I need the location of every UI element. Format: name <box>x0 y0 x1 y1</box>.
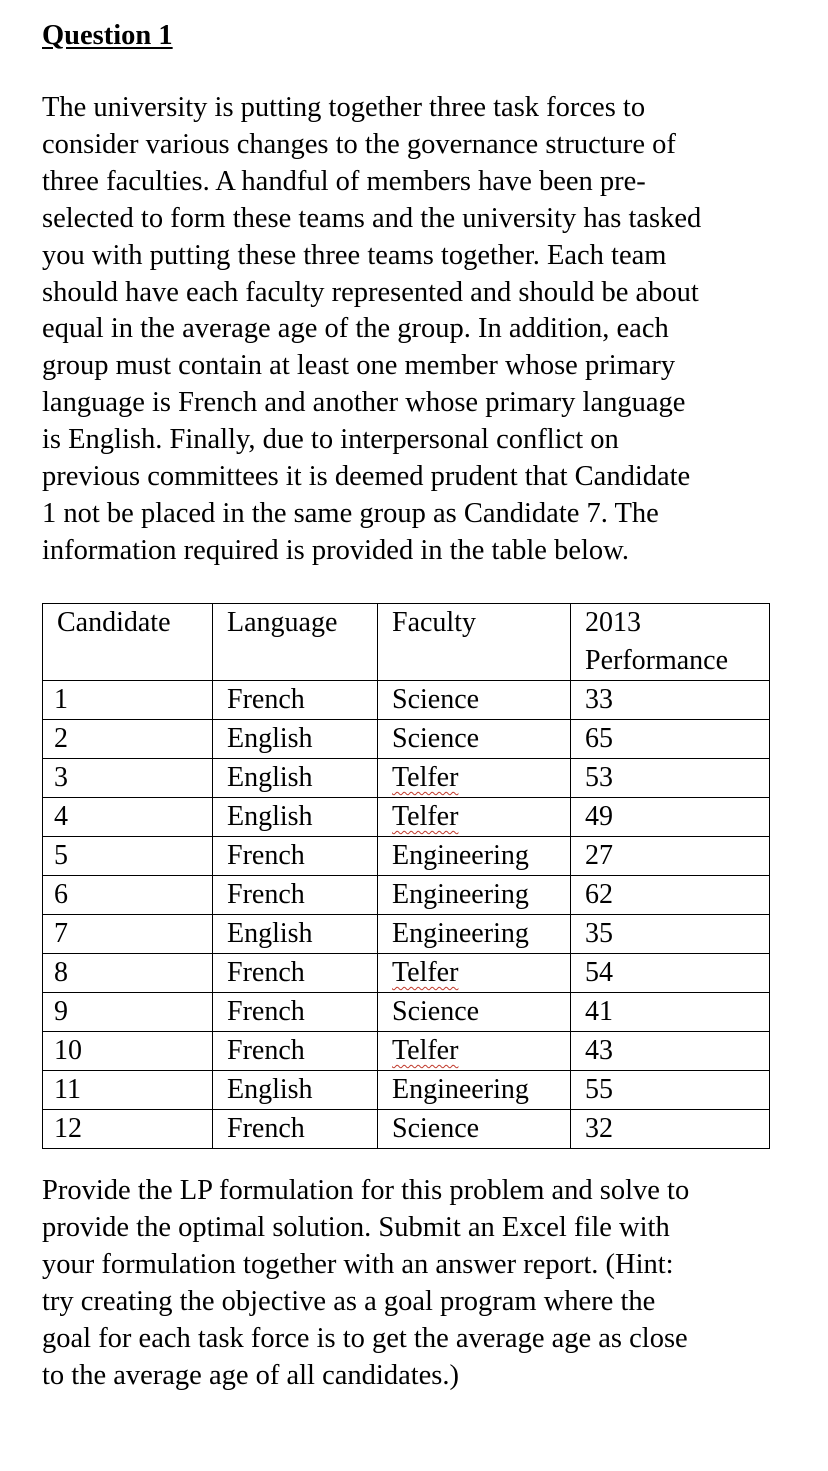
table-row <box>43 876 770 915</box>
cell-language: French <box>213 681 378 720</box>
header-performance <box>571 604 770 681</box>
cell-candidate: 10 <box>43 1032 213 1071</box>
cell-faculty <box>378 954 571 993</box>
table-row <box>43 837 770 876</box>
cell-faculty: Science <box>378 1110 571 1149</box>
cell-performance: 49 <box>571 798 770 837</box>
table-row <box>43 798 770 837</box>
intro-line: is English. Finally, due to interpersonal conflict on <box>42 424 619 456</box>
cell-faculty: Science <box>378 993 571 1032</box>
table-row <box>43 1110 770 1149</box>
cell-candidate: 12 <box>43 1110 213 1149</box>
candidate-table <box>42 603 770 1149</box>
cell-candidate: 9 <box>43 993 213 1032</box>
intro-line: language is French and another whose primary language <box>42 387 686 419</box>
cell-performance: 62 <box>571 876 770 915</box>
cell-performance: 41 <box>571 993 770 1032</box>
cell-candidate: 8 <box>43 954 213 993</box>
cell-performance: 35 <box>571 915 770 954</box>
cell-language: French <box>213 1032 378 1071</box>
header-candidate: Candidate <box>43 604 213 681</box>
cell-language: French <box>213 954 378 993</box>
cell-performance: 65 <box>571 720 770 759</box>
table-row <box>43 993 770 1032</box>
table-row <box>43 1032 770 1071</box>
cell-performance: 53 <box>571 759 770 798</box>
table-row <box>43 681 770 720</box>
cell-performance: 27 <box>571 837 770 876</box>
intro-line: selected to form these teams and the university has tasked <box>42 202 702 234</box>
table-row <box>43 759 770 798</box>
intro-line: previous committees it is deemed prudent that Candidate <box>42 461 691 493</box>
instruction-line: provide the optimal solution. Submit an Excel file with <box>42 1211 670 1243</box>
table-row <box>43 915 770 954</box>
cell-candidate: 3 <box>43 759 213 798</box>
question-instructions <box>42 1173 689 1394</box>
table-row <box>43 1071 770 1110</box>
cell-candidate: 2 <box>43 720 213 759</box>
cell-faculty <box>378 1032 571 1071</box>
intro-line: 1 not be placed in the same group as Candidate 7. The <box>42 497 659 529</box>
cell-faculty: Engineering <box>378 1071 571 1110</box>
cell-language: English <box>213 759 378 798</box>
cell-language: English <box>213 915 378 954</box>
instruction-line: your formulation together with an answer report. (Hint: <box>42 1248 674 1280</box>
cell-language: French <box>213 993 378 1032</box>
cell-faculty: Science <box>378 720 571 759</box>
cell-candidate: 6 <box>43 876 213 915</box>
table-header-row <box>43 604 770 681</box>
instruction-line: to the average age of all candidates.) <box>42 1359 459 1391</box>
intro-line: group must contain at least one member whose primary <box>42 350 676 382</box>
instruction-line: goal for each task force is to get the average age as close <box>42 1322 688 1354</box>
cell-performance: 54 <box>571 954 770 993</box>
cell-faculty: Engineering <box>378 837 571 876</box>
intro-line: equal in the average age of the group. In addition, each <box>42 313 669 345</box>
cell-faculty: Engineering <box>378 876 571 915</box>
instruction-line: Provide the LP formulation for this problem and solve to <box>42 1175 690 1206</box>
question-intro <box>42 90 701 570</box>
table-row <box>43 954 770 993</box>
header-language: Language <box>213 604 378 681</box>
cell-language: English <box>213 798 378 837</box>
cell-language: English <box>213 1071 378 1110</box>
header-performance-year: 2013 <box>585 607 641 638</box>
cell-language: French <box>213 837 378 876</box>
intro-line: three faculties. A handful of members have been pre- <box>42 165 646 197</box>
document-page <box>42 18 782 1391</box>
table-row <box>43 720 770 759</box>
intro-line: The university is putting together three task forces to <box>42 92 646 123</box>
spellcheck-word: Telfer <box>392 1035 459 1066</box>
cell-language: French <box>213 876 378 915</box>
cell-faculty: Science <box>378 681 571 720</box>
header-performance-label: Performance <box>585 645 729 676</box>
cell-faculty <box>378 798 571 837</box>
cell-candidate: 11 <box>43 1071 213 1110</box>
spellcheck-word: Telfer <box>392 957 459 988</box>
cell-faculty: Engineering <box>378 915 571 954</box>
instruction-line: try creating the objective as a goal program where the <box>42 1285 656 1317</box>
intro-line: should have each faculty represented and should be about <box>42 276 699 308</box>
spellcheck-word: Telfer <box>392 762 459 793</box>
cell-performance: 55 <box>571 1071 770 1110</box>
intro-line: consider various changes to the governance structure of <box>42 128 676 160</box>
cell-language: English <box>213 720 378 759</box>
question-title: Question 1 <box>42 20 173 51</box>
intro-line: information required is provided in the table below. <box>42 534 629 566</box>
cell-candidate: 7 <box>43 915 213 954</box>
cell-candidate: 1 <box>43 681 213 720</box>
cell-performance: 32 <box>571 1110 770 1149</box>
cell-candidate: 4 <box>43 798 213 837</box>
table-body <box>43 681 770 1149</box>
cell-candidate: 5 <box>43 837 213 876</box>
intro-line: you with putting these three teams together. Each team <box>42 239 667 271</box>
cell-language: French <box>213 1110 378 1149</box>
cell-faculty <box>378 759 571 798</box>
spellcheck-word: Telfer <box>392 801 459 832</box>
cell-performance: 43 <box>571 1032 770 1071</box>
header-faculty: Faculty <box>378 604 571 681</box>
cell-performance: 33 <box>571 681 770 720</box>
